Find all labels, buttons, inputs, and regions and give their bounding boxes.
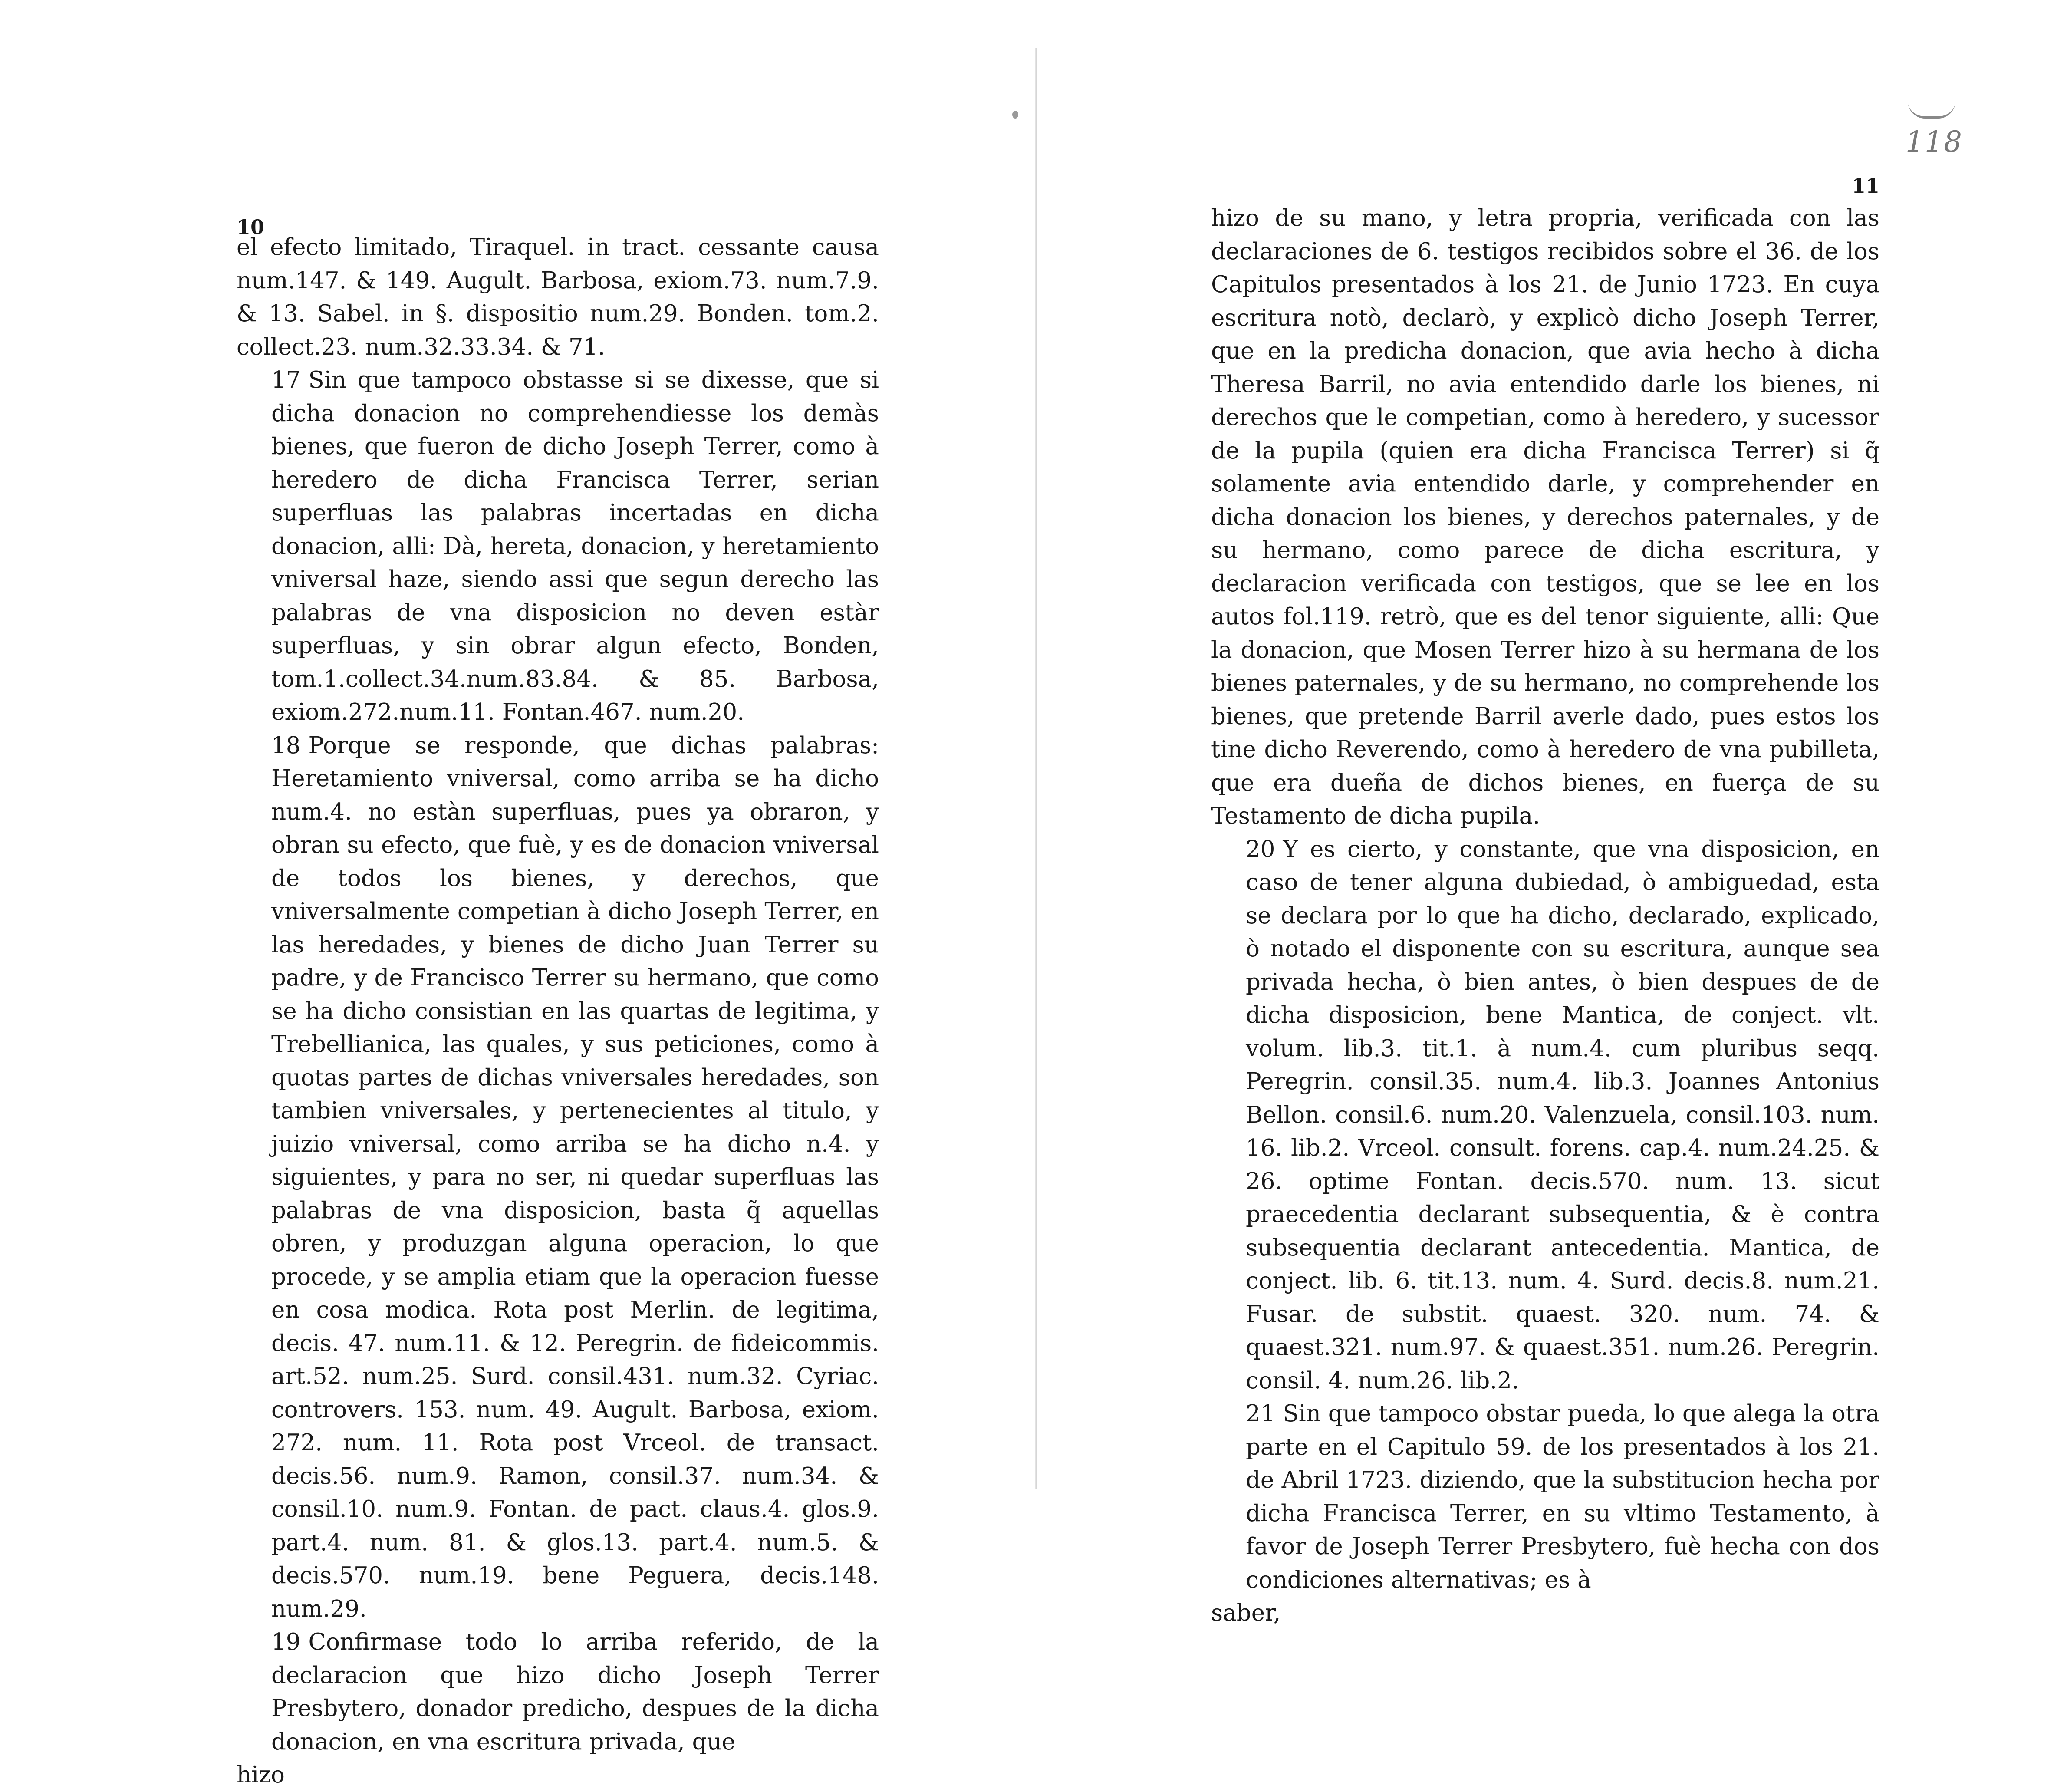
paragraph xyxy=(237,729,879,1626)
paragraph-text: hizo de su mano, y letra propria, verificada con las declaraciones de 6. testigos recibidos sobre el 36. de los Capitulos presentados à los 21. de Junio 1723. En cuya escritura notò, declarò, y explicò dicho Joseph Terrer, que en la predicha donacion, que avia hecho à dicha Theresa Barril, no avia entendido darle los bienes, ni derechos que le competian, como à heredero, y sucessor de la pupila (quien era dicha Francisca Terrer) si q̃ solamente avia entendido darle, y comprehender en dicha donacion los bienes, y derechos paternales, y de su hermano, como parece de dicha escritura, y declaracion verificada con testigos, que se lee en los autos fol.119. retrò, que es del tenor siguiente, alli: Que la donacion, que Mosen Terrer hizo à su hermana de los bienes paternales, y de su hermano, no comprehende los bienes, que pretende Barril averle dado, pues estos los tine dicho Reverendo, como à heredero de vna pubilleta, que era dueña de dichos bienes, en fuerça de su Testamento de dicha pupila. xyxy=(1211,205,1879,829)
paragraph xyxy=(1211,833,1879,1398)
paragraph-text: Sin que tampoco obstar pueda, lo que alega la otra parte en el Capitulo 59. de los presentados à los 21. de Abril 1723. diziendo, que la substitucion hecha por dicha Francisca Terrer, en su vltimo Testamento, à favor de Joseph Terrer Presbytero, fuè hecha con dos condiciones alternativas; es à xyxy=(1246,1400,1879,1593)
paragraph-text: Y es cierto, y constante, que vna disposicion, en caso de tener alguna dubiedad, ò ambiguedad, esta se declara por lo que ha dicho, declarado, explicado, ò notado el disponente con su escritura, aunque sea privada hecha, ò bien antes, ò bien despues de de dicha disposicion, bene Mantica, de conject. vlt. volum. lib.3. tit.1. à num.4. cum pluribus seqq. Peregrin. consil.35. num.4. lib.3. Joannes Antonius Bellon. consil.6. num.20. Valenzuela, consil.103. num. 16. lib.2. Vrceol. consult. forens. cap.4. num.24.25. & 26. optime Fontan. decis.570. num. 13. sicut praecedentia declarant subsequentia, & è contra subsequentia declarant antecedentia. Mantica, de conject. lib. 6. tit.13. num. 4. Surd. decis.8. num.21. Fusar. de substit. quaest. 320. num. 74. & quaest.321. num.97. & quaest.351. num.26. Peregrin. consil. 4. num.26. lib.2. xyxy=(1246,836,1879,1394)
paragraph-text: Sin que tampoco obstasse si se dixesse, que si dicha donacion no comprehendiesse los demàs bienes, que fueron de dicho Joseph Terrer, como à heredero de dicha Francisca Terrer, serian superfluas las palabras incertadas en dicha donacion, alli: Dà, hereta, donacion, y heretamiento vniversal haze, siendo assi que segun derecho las palabras de vna disposicion no deven estàr superfluas, y sin obrar algun efecto, Bonden, tom.1.collect.34.num.83.84. & 85. Barbosa, exiom.272.num.11. Fontan.467. num.20. xyxy=(271,367,879,725)
right-page-number: 11 xyxy=(1851,174,1879,198)
paragraph-text: el efecto limitado, Tiraquel. in tract. cessante causa num.147. & 149. Augult. Barbosa, exiom.73. num.7.9. & 13. Sabel. in §. dispositio num.29. Bonden. tom.2. collect.23. num.32.33.34. & 71. xyxy=(237,234,879,360)
paragraph-number: 19 xyxy=(271,1629,301,1655)
paragraph xyxy=(237,1626,879,1759)
paragraph xyxy=(237,231,879,364)
paragraph-number: 18 xyxy=(271,732,301,759)
paragraph-text: Porque se responde, que dichas palabras: Heretamiento vniversal, como arriba se ha dicho num.4. no estàn superfluas, pues ya obraron, y obran su efecto, que fuè, y es de donacion vniversal de todos los bienes, y derechos, que vniversalmente competian à dicho Joseph Terrer, en las heredades, y bienes de dicho Juan Terrer su padre, y de Francisco Terrer su hermano, que como se ha dicho consistian en las quartas de legitima, y Trebellianica, las quales, y sus peticiones, como à quotas partes de dichas vniversales heredades, son tambien vniversales, y pertenecientes al titulo, y juizio vniversal, como arriba se ha dicho n.4. y siguientes, y para no ser, ni quedar superfluas las palabras de vna disposicion, basta q̃ aquellas obren, y produzgan alguna operacion, lo que procede, y se amplia etiam que la operacion fuesse en cosa modica. Rota post Merlin. de legitima, decis. 47. num.11. & 12. Peregrin. de fideicommis. art.52. num.25. Surd. consil.431. num.32. Cyriac. controvers. 153. num. 49. Augult. Barbosa, exiom. 272. num. 11. Rota post Vrceol. de transact. decis.56. num.9. Ramon, consil.37. num.34. & consil.10. num.9. Fontan. de pact. claus.4. glos.9. part.4. num. 81. & glos.13. part.4. num.5. & decis.570. num.19. bene Peguera, decis.148. num.29. xyxy=(271,732,879,1622)
folio-number: 118 xyxy=(1906,125,1963,158)
catchword: saber, xyxy=(1211,1600,1281,1626)
book-gutter xyxy=(1035,48,1037,1489)
left-page-text xyxy=(237,231,879,1792)
left-page-number: 10 xyxy=(237,215,265,239)
paragraph xyxy=(1211,1397,1879,1597)
handwritten-folio-number xyxy=(1906,99,1963,164)
ink-spot xyxy=(1012,111,1018,119)
paragraph-text: Confirmase todo lo arriba referido, de la declaracion que hizo dicho Joseph Terrer Presbytero, donador predicho, despues de la dicha donacion, en vna escritura privada, que xyxy=(271,1629,879,1755)
catchword: hizo xyxy=(237,1762,285,1788)
paragraph xyxy=(237,364,879,729)
right-page-text xyxy=(1211,202,1879,1630)
paragraph xyxy=(1211,202,1879,833)
paragraph-number: 17 xyxy=(271,367,301,393)
folio-mark xyxy=(1908,99,1955,119)
paragraph-number: 21 xyxy=(1246,1400,1275,1427)
paragraph-number: 20 xyxy=(1246,836,1275,863)
